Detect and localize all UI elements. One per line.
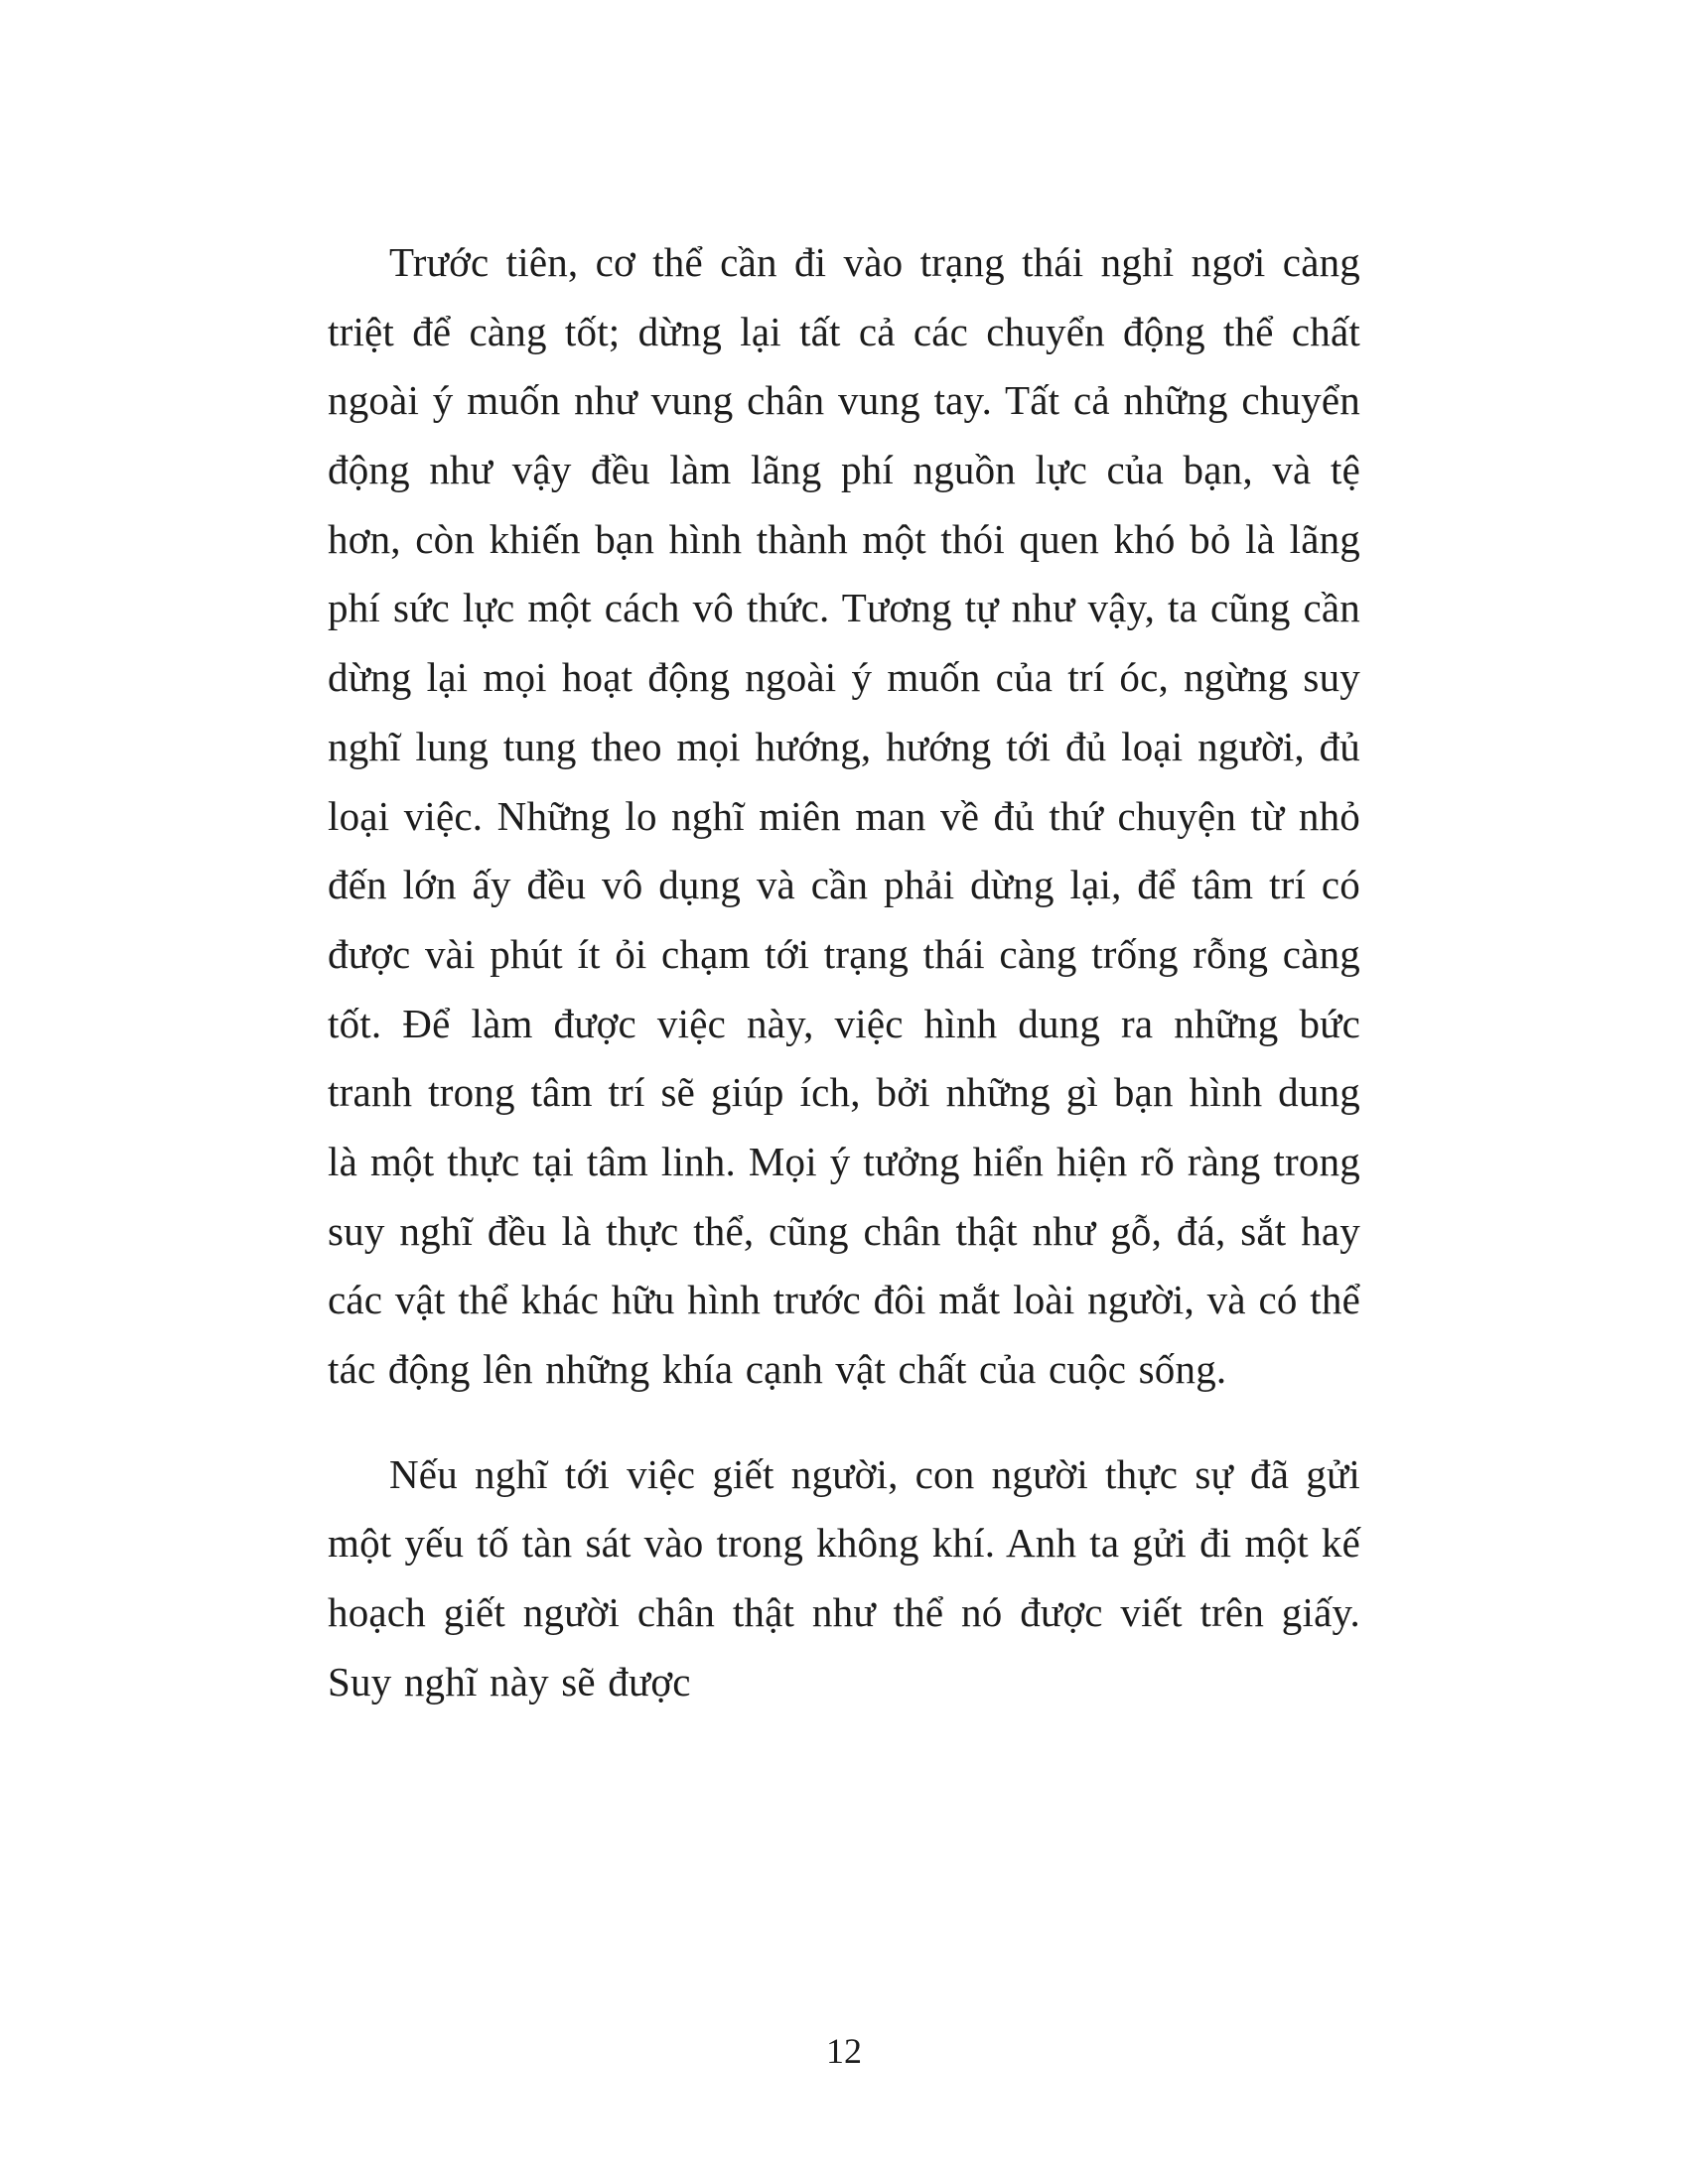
body-paragraph-2: Nếu nghĩ tới việc giết người, con người thực sự đã gửi một yếu tố tàn sát vào trong không khí. Anh ta gửi đi một kế hoạch giết người chân thật như thể nó được viết trên giấy. Suy nghĩ này sẽ được (328, 1450, 1360, 1705)
page-footer (0, 2030, 1688, 2072)
page-number: 12 (826, 2031, 862, 2071)
body-paragraph-1: Trước tiên, cơ thể cần đi vào trạng thái nghỉ ngơi càng triệt để càng tốt; dừng lại tất cả các chuyển động thể chất ngoài ý muốn như vung chân vung tay. Tất cả những chuyển động như vậy đều làm lãng phí nguồn lực của bạn, và tệ hơn, còn khiến bạn hình thành một thói quen khó bỏ là lãng phí sức lực một cách vô thức. Tương tự như vậy, ta cũng cần dừng lại mọi hoạt động ngoài ý muốn của trí óc, ngừng suy nghĩ lung tung theo mọi hướng, hướng tới đủ loại người, đủ loại việc. Những lo nghĩ miên man về đủ thứ chuyện từ nhỏ đến lớn ấy đều vô dụng và cần phải dừng lại, để tâm trí có được vài phút ít ỏi chạm tới trạng thái càng trống rỗng càng tốt. Để làm được việc này, việc hình dung ra những bức tranh trong tâm trí sẽ giúp ích, bởi những gì bạn hình dung là một thực tại tâm linh. Mọi ý tưởng hiển hiện rõ ràng trong suy nghĩ đều là thực thể, cũng chân thật như gỗ, đá, sắt hay các vật thể khác hữu hình trước đôi mắt loài người, và có thể tác động lên những khía cạnh vật chất của cuộc sống. (328, 239, 1360, 1392)
page-text-block (328, 228, 1360, 1752)
